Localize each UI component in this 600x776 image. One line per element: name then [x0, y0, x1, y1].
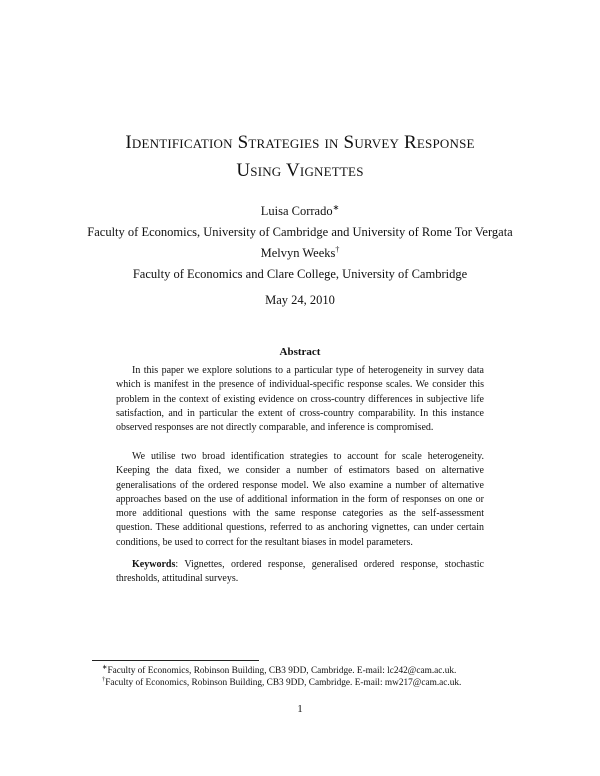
footnote-rule	[92, 660, 259, 661]
keywords-label: Keywords	[132, 559, 176, 570]
abstract-heading: Abstract	[279, 346, 321, 358]
author-1	[40, 203, 560, 219]
footnote-2	[102, 677, 522, 689]
footnote-2-text: Faculty of Economics, Robinson Building, CB3 9DD, Cambridge. E-mail: mw217@cam.ac.uk.	[105, 678, 462, 688]
author-1-name: Luisa Corrado	[260, 204, 333, 218]
paper-date: May 24, 2010	[265, 293, 335, 307]
keywords-text: : Vignettes, ordered response, generalised ordered response, stochastic thresholds, attitudinal surveys.	[116, 559, 484, 585]
footnote-2-mark: †	[102, 675, 106, 683]
paper-title-line-1: Identification Strategies in Survey Response	[125, 132, 475, 153]
author-2-footnote-mark: †	[335, 244, 340, 254]
footnote-1-text: Faculty of Economics, Robinson Building, CB3 9DD, Cambridge. E-mail: lc242@cam.ac.uk.	[107, 666, 457, 676]
paper-title-line-2: Using Vignettes	[236, 160, 364, 181]
footnote-1-mark: ∗	[102, 663, 108, 671]
page-number: 1	[297, 703, 303, 715]
author-1-affiliation: Faculty of Economics, University of Cambridge and University of Rome Tor Vergata	[87, 225, 513, 239]
abstract-paragraph-1: In this paper we explore solutions to a particular type of heterogeneity in survey data which is manifest in the presence of individual-specific response scales. We consider this problem in the context of existing evidence on cross-country differences in subjective life satisfaction, and in particular the extent of cross-country comparability. In this instance observed responses are not directly comparable, and inference is compromised.	[116, 365, 484, 434]
keywords	[116, 558, 484, 587]
author-1-footnote-mark: ∗	[332, 202, 340, 212]
abstract-paragraph-2: We utilise two broad identification strategies to account for scale heterogeneity. Keeping the data fixed, we consider a number of estimators based on alternative generalisations of the ordered response model. We also examine a number of alternative approaches based on the use of additional information in the form of responses on one or more additional questions with the same response categories as the self-assessment question. These additional questions, referred to as anchoring vignettes, can under certain conditions, be used to correct for the resultant biases in model parameters.	[116, 451, 484, 548]
author-2-affiliation: Faculty of Economics and Clare College, University of Cambridge	[132, 267, 468, 281]
author-2	[40, 245, 560, 261]
author-2-name: Melvyn Weeks	[260, 246, 336, 260]
footnote-1	[102, 665, 522, 677]
